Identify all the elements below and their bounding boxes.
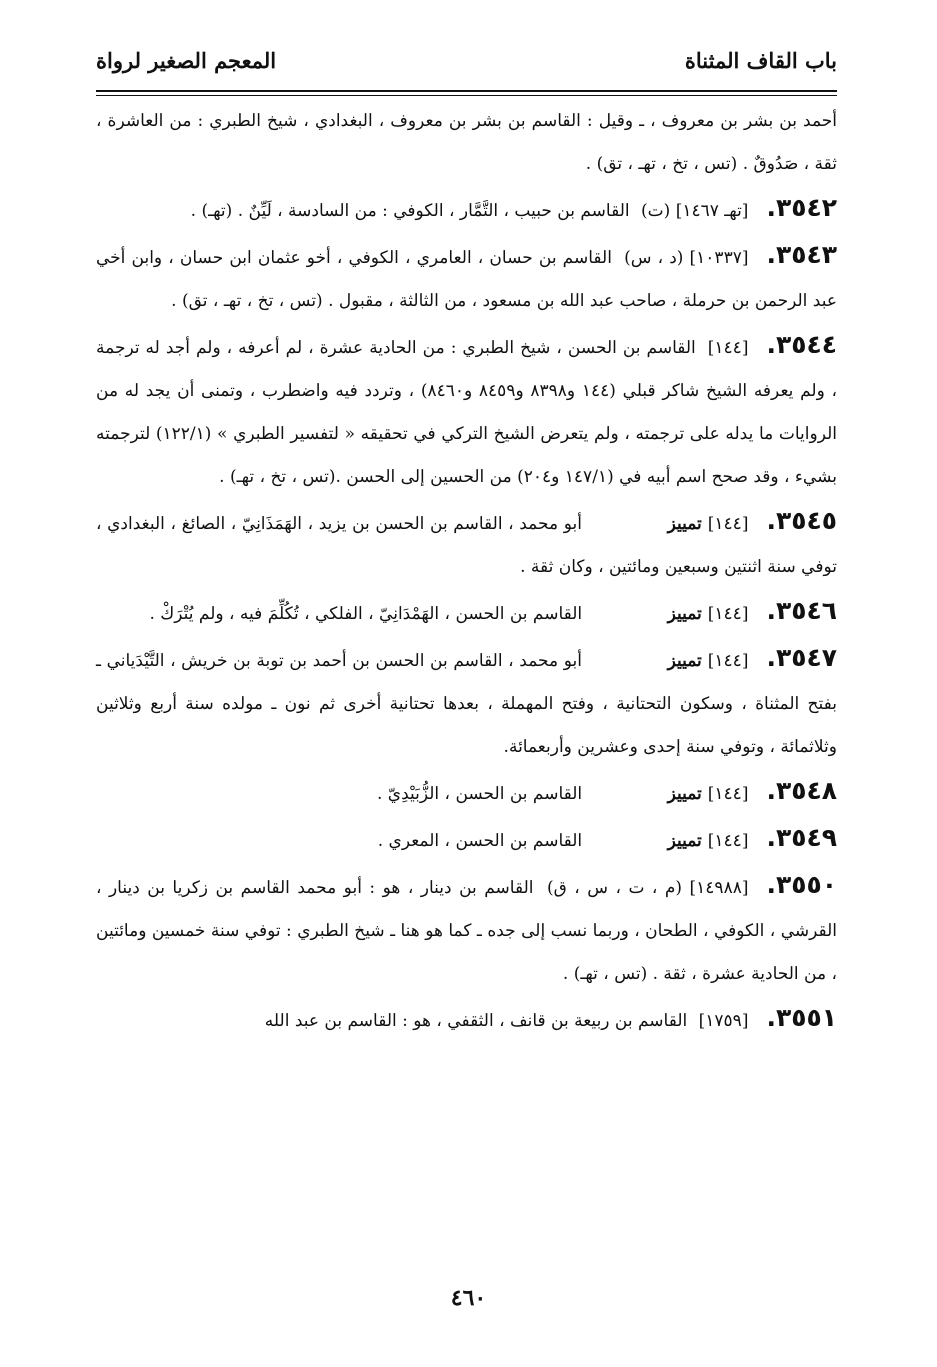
entry [96,769,837,816]
entry-reference: [١٤٤] [707,604,749,624]
tamyiz-label: تمييز [667,514,702,534]
entry-reference: [١٧٥٩] [698,1011,749,1031]
entry-number: ٣٥٤٩. [766,823,837,852]
entry-reference: [١٤٤] [707,831,749,851]
entry-reference: [١٠٣٣٧] (د ، س) [624,248,749,268]
entries-body [96,100,837,1043]
entry-text: أبو محمد ، القاسم بن الحسن بن يزيد ، الهَمَذَانِيّ ، الصائغ ، البغدادي ، توفي سنة اثنتين وسبعين ومائتين ، وكان ثقة . [96,514,837,577]
entry-number: ٣٥٤٤. [766,330,837,359]
entry-number: ٣٥٤٦. [766,596,837,625]
page-number: ٤٦٠ [450,1285,487,1311]
entry-text: القاسم بن الحسن ، الهَمْدَانِيّ ، الفلكي ، تُكُلِّمَ فيه ، ولم يُتْرَكْ . [149,604,583,624]
entry [96,863,837,996]
entry [96,499,837,589]
entry [96,589,837,636]
entry [96,636,837,769]
entry-number: ٣٥٤٨. [766,776,837,805]
entry-text: القاسم بن الحسن ، المعري . [377,831,583,851]
entry-reference: [١٤٤] [707,651,749,671]
tamyiz-label: تمييز [667,604,702,624]
entry [96,996,837,1043]
entry-text: القاسم بن دينار ، هو : أبو محمد القاسم بن زكريا بن دينار ، القرشي ، الكوفي ، الطحان ، وربما نسب إلى جده ـ كما هو هنا ـ شيخ الطبري : توفي سنة خمسين ومائتين ، من الحادية عشرة ، ثقة . (تس ، تهـ) . [96,878,837,984]
entry-reference: [١٤٩٨٨] (م ، ت ، س ، ق) [546,878,749,898]
entry [96,816,837,863]
entry [96,323,837,499]
entry-reference: [تهـ ١٤٦٧] (ت) [641,201,749,221]
entry-reference: [١٤٤] [707,514,749,534]
tamyiz-label: تمييز [667,784,702,804]
entry-number: ٣٥٥٠. [766,870,838,899]
book-title: المعجم الصغير لرواة [96,48,277,73]
intro-line-1: أحمد بن بشر بن معروف ، ـ وقيل : القاسم بن بشر بن معروف ، البغدادي ، شيخ الطبري : [197,111,838,131]
entry [96,186,837,233]
tamyiz-label: تمييز [667,651,702,671]
tamyiz-label: تمييز [667,831,702,851]
entry-number: ٣٥٤٣. [766,240,838,269]
header-rule [96,90,837,96]
entry-text: القاسم بن حسان ، العامري ، الكوفي ، أخو عثمان ابن حسان ، وابن أخي عبد الرحمن بن حرملة ، صاحب عبد الله بن مسعود ، من الثالثة ، مقبول . (تس ، تخ ، تهـ ، تق) . [96,248,837,311]
entry-number: ٣٥٤٢. [766,193,837,222]
entry-number: ٣٥٤٧. [766,643,837,672]
entry-list [96,186,837,1043]
running-header [96,40,837,90]
entry-text: أبو محمد ، القاسم بن الحسن بن أحمد بن توبة بن خريش ، التَّيْدَياني ـ بفتح المثناة ، وسكون التحتانية ، وفتح المهملة ، بعدها تحتانية أخرى ثم نون ـ مولده سنة أربع وثلاثين وثلاثمائة ، وتوفي سنة إحدى وعشرين وأربعمائة. [96,651,837,757]
entry-number: ٣٥٥١. [766,1003,837,1032]
entry-text: القاسم بن الحسن ، شيخ الطبري : من الحادية عشرة ، لم أعرفه ، ولم أجد له ترجمة ، ولم يعرفه الشيخ شاكر قبلي (١٤٤ و٨٣٩٨ و٨٤٥٩ و٨٤٦٠) ، وتردد فيه واضطرب ، وتمنى أن يجد له من الروايات ما يدله على ترجمته ، ولم يتعرض الشيخ التركي في تحقيقه « لتفسير الطبري » (١٢٢/١) لترجمته بشيء ، وقد صحح اسم أبيه في (١٤٧/١ و٢٠٤) من الحسين إلى الحسن .(تس ، تخ ، تهـ) . [96,338,837,487]
entry-number: ٣٥٤٥. [766,506,838,535]
entry-reference: [١٤٤] [707,338,749,358]
continued-entry [96,100,837,186]
entry-text: القاسم بن ربيعة بن قانف ، الثقفي ، هو : القاسم بن عبد الله [264,1011,688,1031]
intro-line-2: من العاشرة ، ثقة ، صَدُوقٌ . (تس ، تخ ، تهـ ، تق) . [96,111,837,174]
entry-text: القاسم بن الحسن ، الزُّبَيْدِيّ . [376,784,583,804]
entry [96,233,837,323]
entry-text: القاسم بن حبيب ، التَّمَّار ، الكوفي : من السادسة ، لَيِّنٌ . (تهـ) . [190,201,630,221]
entry-reference: [١٤٤] [707,784,749,804]
chapter-title: باب القاف المثناة [684,48,837,73]
